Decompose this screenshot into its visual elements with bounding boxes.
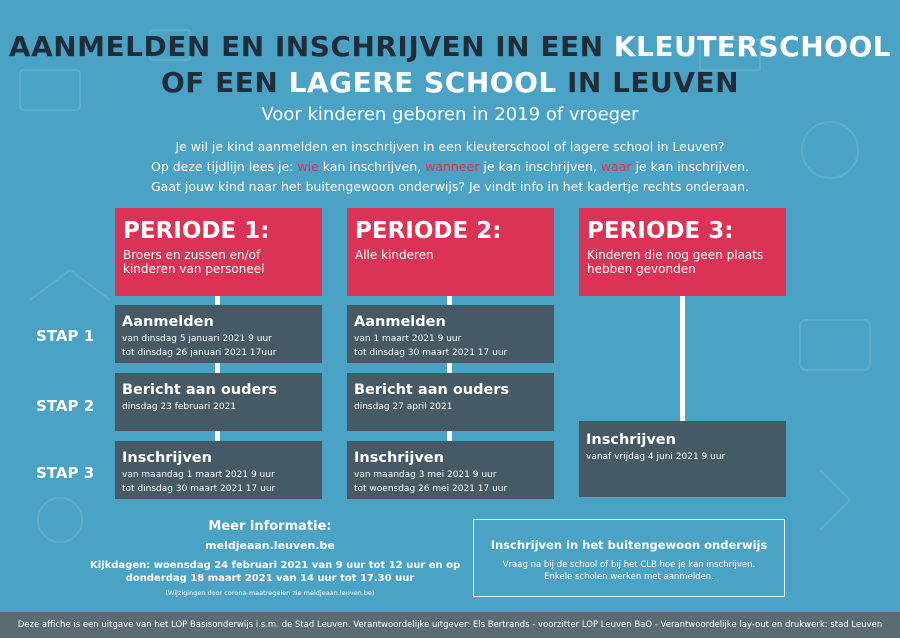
period-2-step-1 xyxy=(347,305,554,363)
step-label-3: STAP 3 xyxy=(36,464,95,482)
period-subtitle: Alle kinderen xyxy=(355,248,434,262)
intro-text: je kan inschrijven, xyxy=(483,159,597,174)
step-date: tot dinsdag 30 maart 2021 17 uur xyxy=(354,348,508,358)
step-label-1: STAP 1 xyxy=(36,327,95,345)
title-dark-text: IN LEUVEN xyxy=(566,66,740,99)
period-subtitle: Kinderen die nog geen plaats hebben gevonden xyxy=(587,248,764,276)
intro-line-2 xyxy=(0,159,900,174)
title-dark-text: AANMELDEN EN INSCHRIJVEN IN EEN xyxy=(8,30,604,63)
step-title: Inschrijven xyxy=(354,450,444,466)
period-subtitle: Broers en zussen en/of kinderen van personeel xyxy=(123,248,265,276)
period-title: PERIODE 3: xyxy=(587,218,734,244)
intro-line-3: Gaat jouw kind naar het buitengewoon onderwijs? Je vindt info in het kadertje rechts onderaan. xyxy=(150,179,749,194)
title-highlight-text: LAGERE SCHOOL xyxy=(288,66,557,99)
intro-keyword: waar xyxy=(600,159,632,174)
special-education-line-1: Vraag na bij de school of bij het CLB hoe je kan inschrijven. xyxy=(502,560,756,570)
page-subtitle: Voor kinderen geboren in 2019 of vroeger xyxy=(261,104,639,125)
intro-keyword: wie xyxy=(297,159,319,174)
page-title-line-1 xyxy=(0,30,900,63)
step-date: dinsdag 27 april 2021 xyxy=(354,402,453,412)
footer-credits: Deze affiche is een uitgave van het LOP Basisonderwijs i.s.m. de Stad Leuven. Verantwoordelijke uitgever: Els Bertrands - voorzitter LOP Leuven BaO - Verantwoordelijke lay-out en drukwerk: stad Leuven xyxy=(0,612,900,638)
intro-text: kan inschrijven, xyxy=(322,159,422,174)
title-highlight-text: KLEUTERSCHOOL xyxy=(613,30,892,63)
info-kijkdagen-line-1: Kijkdagen: woensdag 24 februari 2021 van 9 uur tot 12 uur en op xyxy=(90,560,461,571)
step-title: Aanmelden xyxy=(354,314,446,330)
step-date: dinsdag 23 februari 2021 xyxy=(122,402,237,412)
period-1-header xyxy=(115,208,322,296)
period-2-step-2 xyxy=(347,373,554,431)
step-date: van maandag 1 maart 2021 9 uur xyxy=(122,470,275,480)
info-kijkdagen-line-2: donderdag 18 maart 2021 van 14 uur tot 17.30 uur xyxy=(125,573,415,584)
info-note: (Wijzigingen door corona-maatregelen zie meldjeaan.leuven.be) xyxy=(165,589,375,597)
step-label-2: STAP 2 xyxy=(36,397,95,415)
step-title: Aanmelden xyxy=(122,314,214,330)
title-dark-text: OF EEN xyxy=(160,66,279,99)
step-title: Inschrijven xyxy=(586,432,676,448)
timeline-connector xyxy=(680,296,685,422)
step-date: van dinsdag 5 januari 2021 9 uur xyxy=(122,334,272,344)
step-date: tot dinsdag 26 januari 2021 17uur xyxy=(122,348,277,358)
step-title: Inschrijven xyxy=(122,450,212,466)
info-heading: Meer informatie: xyxy=(208,519,332,534)
special-education-title: Inschrijven in het buitengewoon onderwijs xyxy=(490,538,768,552)
period-title: PERIODE 1: xyxy=(123,218,270,244)
special-education-box xyxy=(473,519,785,597)
step-date: vanaf vrijdag 4 juni 2021 9 uur xyxy=(586,452,726,462)
period-2-step-3 xyxy=(347,441,554,499)
special-education-line-2: Enkele scholen werken met aanmelden. xyxy=(544,572,714,582)
period-3-header xyxy=(579,208,786,296)
step-date: tot dinsdag 30 maart 2021 17 uur xyxy=(122,484,276,494)
period-1-step-1 xyxy=(115,305,322,363)
intro-keyword: wanneer xyxy=(425,159,480,174)
period-2-header xyxy=(347,208,554,296)
step-date: van 1 maart 2021 9 uur xyxy=(354,334,462,344)
period-title: PERIODE 2: xyxy=(355,218,502,244)
page-title-line-2 xyxy=(0,66,900,99)
info-website-link[interactable]: meldjeaan.leuven.be xyxy=(205,539,335,552)
period-1-step-3 xyxy=(115,441,322,499)
period-3-step-1 xyxy=(579,421,786,497)
intro-line-1: Je wil je kind aanmelden en inschrijven in een kleuterschool of lagere school in Leuven? xyxy=(175,139,725,154)
period-1-step-2 xyxy=(115,373,322,431)
intro-text: je kan inschrijven. xyxy=(635,159,749,174)
step-date: van maandag 3 mei 2021 9 uur xyxy=(354,470,497,480)
step-title: Bericht aan ouders xyxy=(354,382,510,398)
step-title: Bericht aan ouders xyxy=(122,382,278,398)
intro-text: Op deze tijdlijn lees je: xyxy=(151,159,294,174)
step-date: tot woensdag 26 mei 2021 17 uur xyxy=(354,484,508,494)
